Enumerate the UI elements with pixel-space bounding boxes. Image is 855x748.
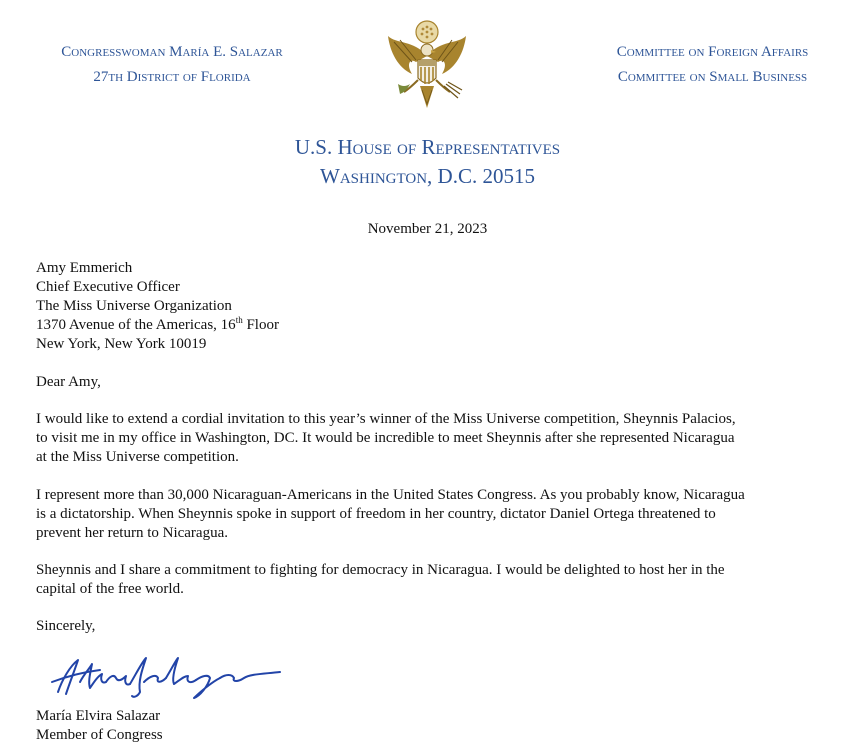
salutation: Dear Amy, [36,374,101,390]
house-address: Washington, D.C. 20515 [320,164,535,188]
signer-name: María Elvira Salazar [36,708,161,724]
letterhead-right [600,40,825,90]
closing: Sincerely, [36,618,96,634]
paragraph-line: I would like to extend a cordial invitation to this year’s winner of the Miss Universe competition, Sheynnis Palacios, [36,411,736,427]
paragraph-commitment [36,561,725,599]
committee-foreign-affairs: Committee on Foreign Affairs [616,44,809,60]
paragraph-line: prevent her return to Nicaragua. [36,525,228,541]
recipient-title: Chief Executive Officer [36,279,180,295]
house-name: U.S. House of Representatives [294,135,561,159]
recipient-name: Amy Emmerich [36,260,133,276]
committee-small-business: Committee on Small Business [617,69,808,85]
house-block [0,133,855,191]
recipient-city: New York, New York 10019 [36,336,207,352]
letterhead-left [42,40,302,90]
signer-block [36,707,163,745]
paragraph-line: to visit me in my office in Washington, DC. It would be incredible to meet Sheynnis after she represented Nicaragua [36,430,735,446]
recipient-block [36,259,279,354]
paragraph-invitation [36,410,736,467]
handwritten-signature [40,652,285,702]
recipient-organization: The Miss Universe Organization [36,298,232,314]
eagle-seal-icon [382,18,472,118]
recipient-street: 1370 Avenue of the Americas, 16th Floor [36,315,279,333]
paragraph-line: capital of the free world. [36,581,184,597]
signer-title: Member of Congress [36,727,163,743]
paragraph-line: Sheynnis and I share a commitment to fighting for democracy in Nicaragua. I would be delighted to host her in the [36,562,725,578]
congresswoman-name: Congresswoman María E. Salazar [61,44,283,60]
paragraph-line: is a dictatorship. When Sheynnis spoke in support of freedom in her country, dictator Daniel Ortega threatened to [36,506,716,522]
letter-date: November 21, 2023 [367,221,488,237]
paragraph-line: I represent more than 30,000 Nicaraguan-Americans in the United States Congress. As you probably know, Nicaragua [36,487,745,503]
paragraph-constituents [36,486,745,543]
paragraph-line: at the Miss Universe competition. [36,449,239,465]
district-line: 27th District of Florida [93,69,251,85]
